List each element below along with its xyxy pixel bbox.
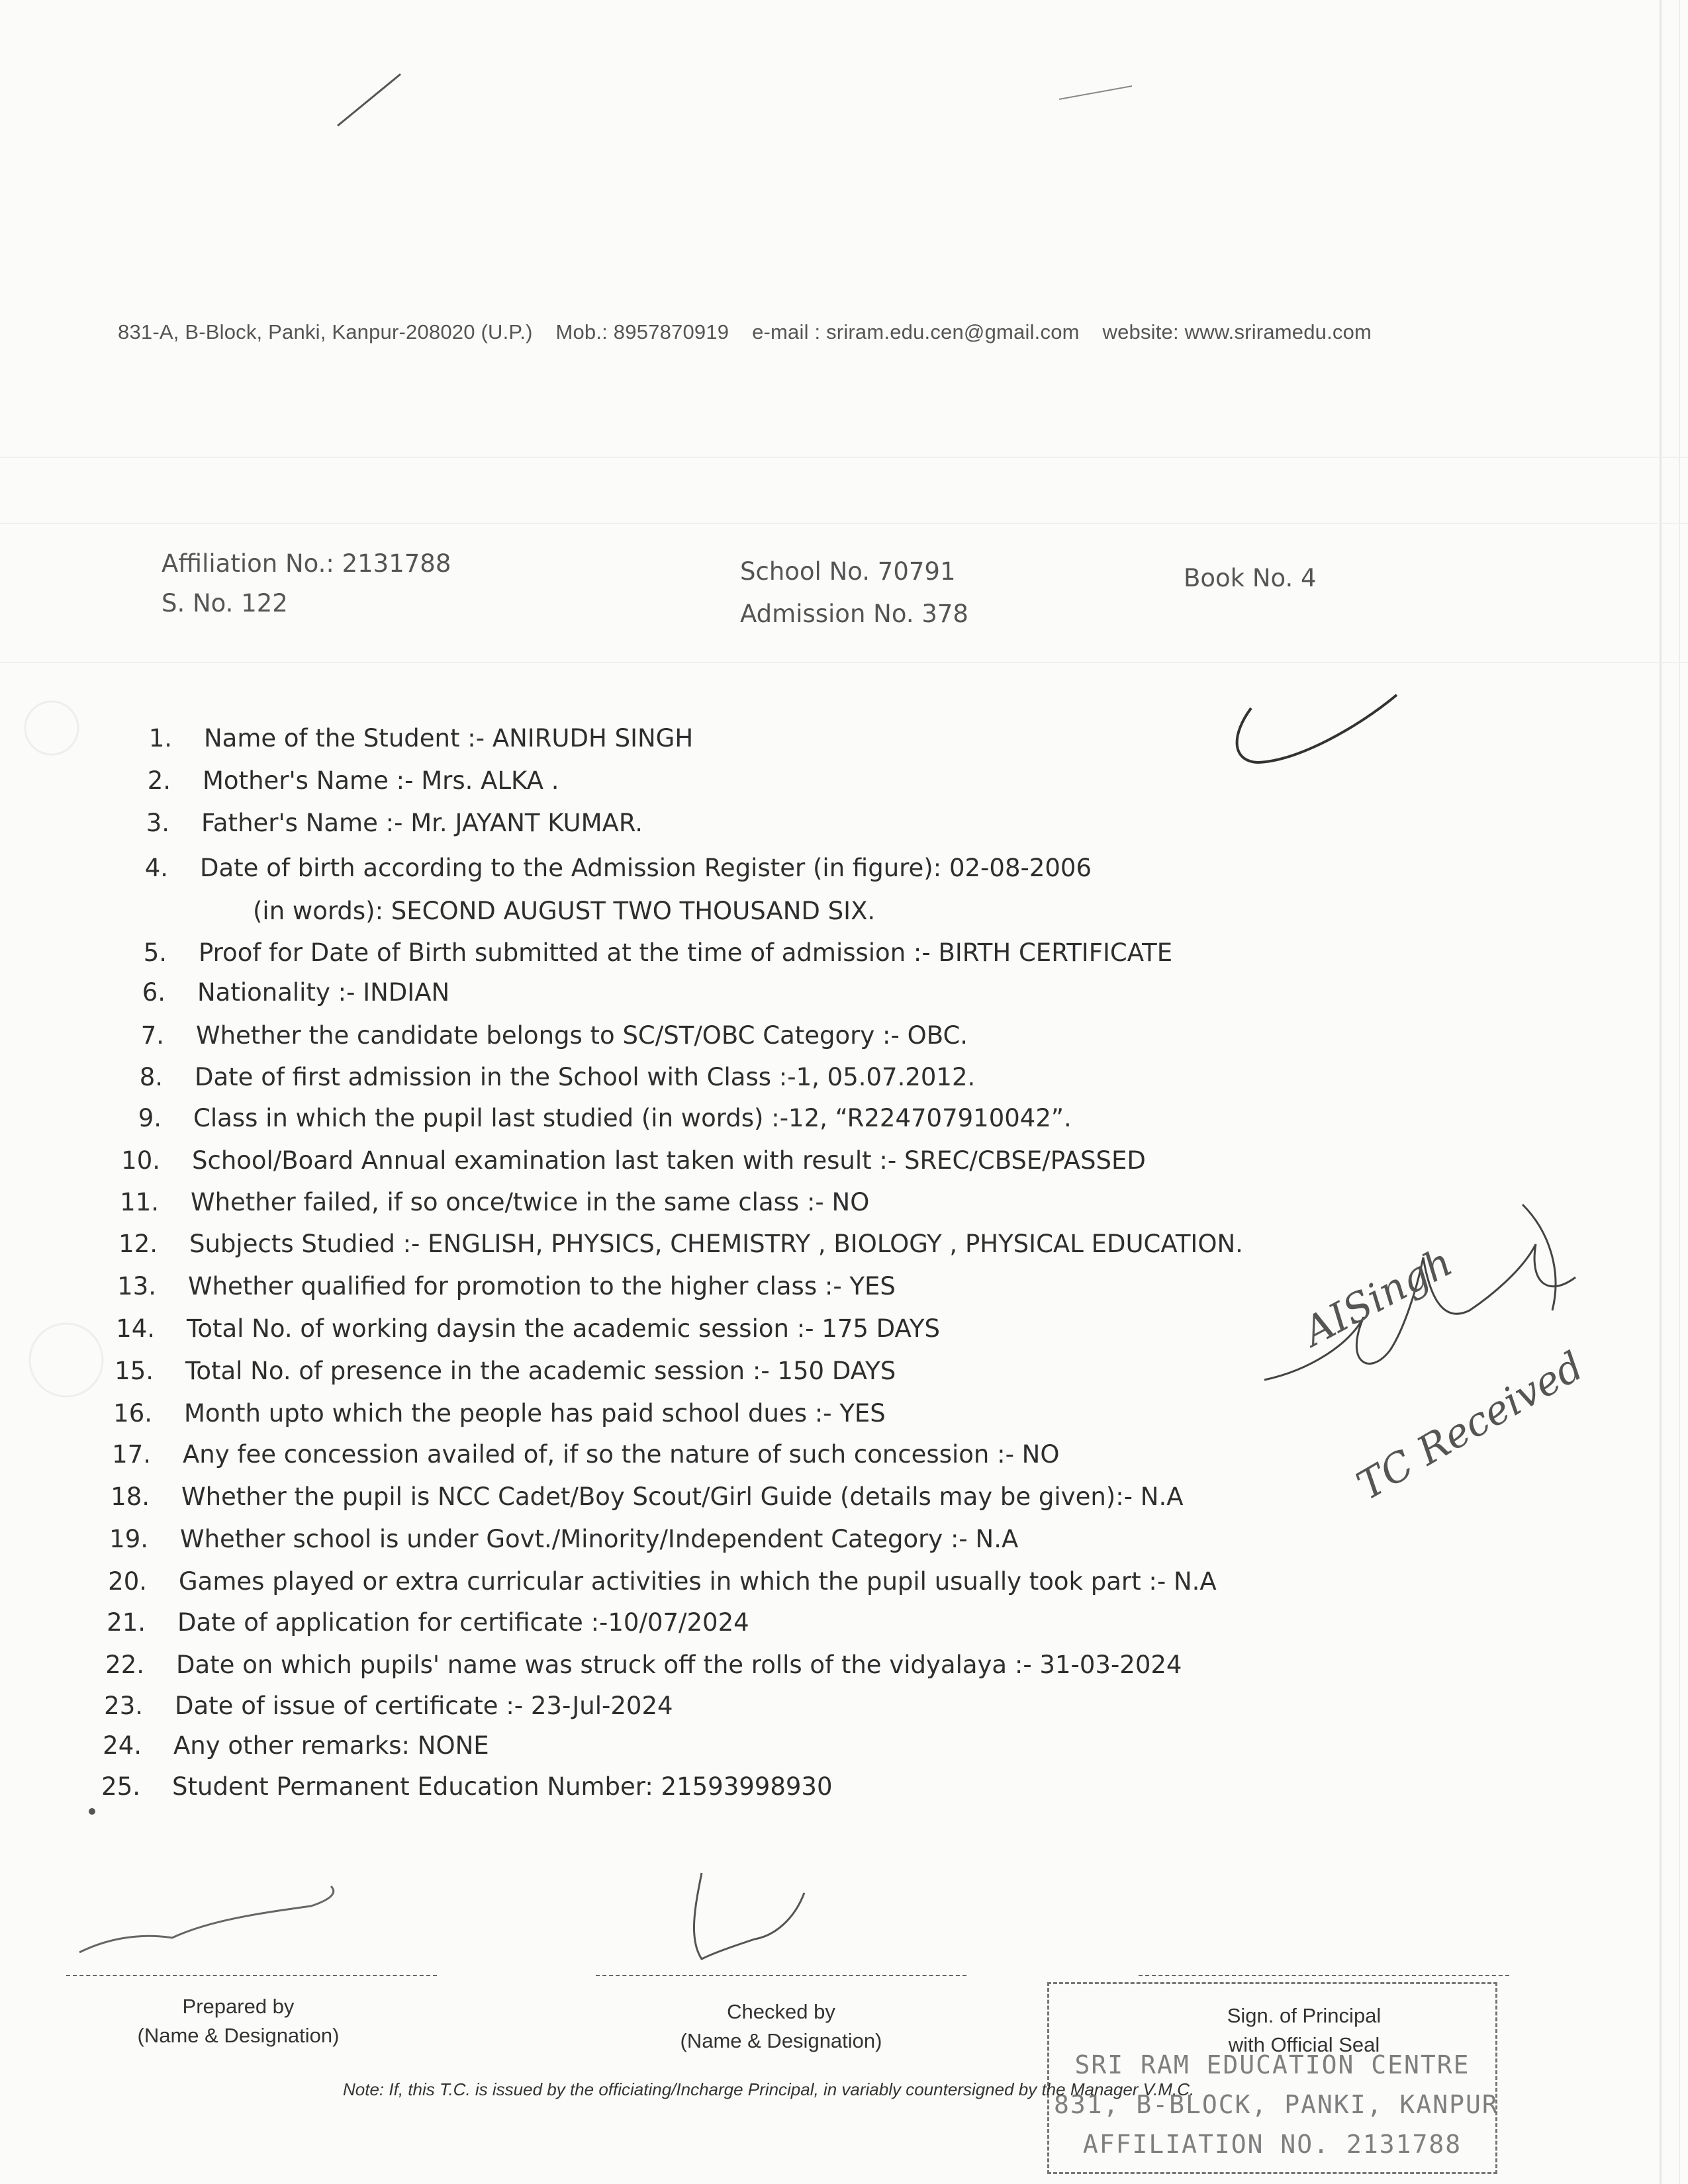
- item-text: Date of issue of certificate :- 23-Jul-2024: [175, 1692, 673, 1720]
- tick-mark: [1237, 695, 1397, 762]
- item-text: Date of birth according to the Admission Register (in figure): 02-08-2006: [200, 854, 1092, 882]
- admission-number: Admission No. 378: [740, 600, 968, 628]
- checked-by-title: Checked by: [727, 2000, 835, 2023]
- item-text: Any fee concession availed of, if so the nature of such concession :- NO: [183, 1440, 1060, 1469]
- item-number: 4.: [144, 854, 168, 882]
- prepared-by-caption: [99, 1992, 377, 2050]
- item-text: Mother's Name :- Mrs. ALKA .: [203, 766, 559, 795]
- item-number: 13.: [117, 1272, 156, 1300]
- website: website: www.sriramedu.com: [1102, 320, 1372, 343]
- item-text: Name of the Student :- ANIRUDH SINGH: [204, 724, 694, 752]
- item-text: Class in which the pupil last studied (in words) :-12, “R224707910042”.: [193, 1104, 1072, 1132]
- prepared-by-title: Prepared by: [182, 1995, 295, 2018]
- item-number: 20.: [108, 1567, 147, 1596]
- email: e-mail : sriram.edu.cen@gmail.com: [752, 320, 1080, 343]
- item-number: 2.: [147, 766, 171, 795]
- item-number: 16.: [113, 1399, 152, 1428]
- seal-line-3: AFFILIATION NO. 2131788: [1082, 2130, 1462, 2159]
- prepared-signature: [79, 1886, 334, 1952]
- item-number: 21.: [107, 1608, 146, 1637]
- stray-mark: [1059, 86, 1132, 99]
- prepared-signature-line: [66, 1975, 437, 1976]
- item-number: 6.: [142, 978, 165, 1007]
- item-number: 15.: [115, 1357, 154, 1385]
- item-text: Subjects Studied :- ENGLISH, PHYSICS, CHEMISTRY , BIOLOGY , PHYSICAL EDUCATION.: [189, 1230, 1243, 1258]
- checked-by-caption: [642, 1997, 920, 2056]
- checked-signature-line: [596, 1975, 966, 1976]
- item-text: Date on which pupils' name was struck off the rolls of the vidyalaya :- 31-03-2024: [176, 1651, 1182, 1679]
- item-text: Month upto which the people has paid school dues :- YES: [184, 1399, 886, 1428]
- prepared-by-sub: (Name & Designation): [137, 2024, 340, 2047]
- item-text: Whether the pupil is NCC Cadet/Boy Scout/Girl Guide (details may be given):- N.A: [181, 1482, 1184, 1511]
- principal-sub: with Official Seal: [1228, 2033, 1380, 2056]
- mobile: Mob.: 8957870919: [555, 320, 729, 343]
- seal-line-2: 831, B-BLOCK, PANKI, KANPUR: [1054, 2090, 1499, 2119]
- item-number: 18.: [111, 1482, 150, 1511]
- item-text: Nationality :- INDIAN: [197, 978, 450, 1007]
- receiver-name-handwritten: AISingh: [1295, 1239, 1460, 1355]
- stray-mark: [338, 74, 400, 126]
- item-text: Whether failed, if so once/twice in the same class :- NO: [191, 1188, 870, 1216]
- item-text: Date of application for certificate :-10/07/2024: [177, 1608, 749, 1637]
- item-text: Father's Name :- Mr. JAYANT KUMAR.: [201, 809, 643, 837]
- item-text: Games played or extra curricular activities in which the pupil usually took part :- N.A: [179, 1567, 1217, 1596]
- item-text: Whether school is under Govt./Minority/Independent Category :- N.A: [180, 1525, 1019, 1553]
- item-number: 5.: [143, 938, 167, 967]
- item-text: Whether qualified for promotion to the higher class :- YES: [188, 1272, 896, 1300]
- principal-title: Sign. of Principal: [1227, 2004, 1382, 2027]
- item-number: 1.: [148, 724, 172, 752]
- principal-signature-line: [1139, 1975, 1509, 1976]
- tc-received-handwritten: TC Received: [1349, 1343, 1591, 1510]
- item-text: Total No. of presence in the academic session :- 150 DAYS: [185, 1357, 896, 1385]
- item-text: Whether the candidate belongs to SC/ST/OBC Category :- OBC.: [196, 1021, 968, 1050]
- item-number: 11.: [120, 1188, 159, 1216]
- affiliation-number: Affiliation No.: 2131788: [162, 549, 451, 578]
- item-number: 23.: [104, 1692, 143, 1720]
- item-number: 8.: [139, 1063, 163, 1091]
- item-text: Proof for Date of Birth submitted at the time of admission :- BIRTH CERTIFICATE: [199, 938, 1173, 967]
- footer-note: Note: If, this T.C. is issued by the officiating/Incharge Principal, in variably countersigned by the Manager V.M.C.: [343, 2079, 1195, 2099]
- item-number: 12.: [118, 1230, 158, 1258]
- item-number: 7.: [140, 1021, 164, 1050]
- item-text: Any other remarks: NONE: [173, 1731, 489, 1760]
- item-text: Date of first admission in the School with Class :-1, 05.07.2012.: [195, 1063, 976, 1091]
- book-number: Book No. 4: [1184, 564, 1317, 592]
- checked-signature: [694, 1873, 804, 1959]
- item-number: 25.: [101, 1772, 140, 1801]
- punch-hole: [30, 1324, 103, 1396]
- school-number: School No. 70791: [740, 557, 956, 586]
- item-text: Student Permanent Education Number: 21593998930: [172, 1772, 833, 1801]
- item-text: Total No. of working daysin the academic session :- 175 DAYS: [187, 1314, 941, 1343]
- item-text: School/Board Annual examination last taken with result :- SREC/CBSE/PASSED: [192, 1146, 1146, 1175]
- item-number: 22.: [105, 1651, 144, 1679]
- address: 831-A, B-Block, Panki, Kanpur-208020 (U.P.): [118, 320, 533, 343]
- checked-by-sub: (Name & Designation): [680, 2029, 882, 2052]
- item-number: 9.: [138, 1104, 162, 1132]
- item-number: 24.: [103, 1731, 142, 1760]
- seal-line-1: SRI RAM EDUCATION CENTRE: [1074, 2050, 1470, 2079]
- item-number: 3.: [146, 809, 169, 837]
- item-number: 10.: [121, 1146, 160, 1175]
- item-number: 17.: [112, 1440, 151, 1469]
- item-number: 19.: [109, 1525, 148, 1553]
- punch-hole: [25, 702, 78, 754]
- serial-number: S. No. 122: [162, 589, 288, 617]
- dob-in-words: (in words): SECOND AUGUST TWO THOUSAND SIX.: [253, 897, 876, 925]
- item-number: 14.: [116, 1314, 155, 1343]
